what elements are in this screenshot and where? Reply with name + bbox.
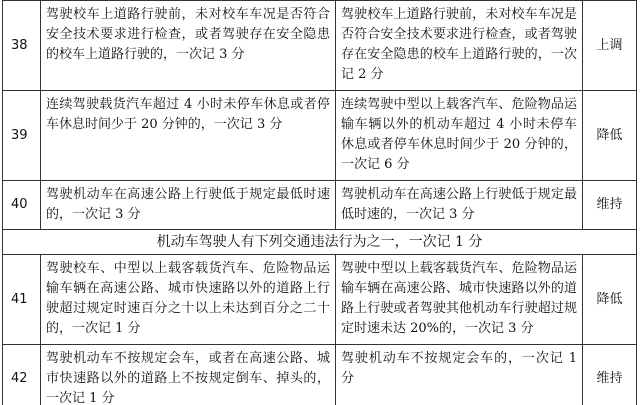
row-number: 39 xyxy=(3,91,41,181)
revised-rule-cell: 驾驶中型以上载客载货汽车、危险物品运输车辆在高速公路、城市快速路以外的道路上行驶或者驾驶其他机动车行驶超过规定时速未达 20%的，一次记 3 分 xyxy=(336,255,583,345)
table-row xyxy=(3,255,637,345)
section-heading: 机动车驾驶人有下列交通违法行为之一，一次记 1 分 xyxy=(3,230,637,255)
row-number: 38 xyxy=(3,1,41,91)
row-number: 41 xyxy=(3,255,41,345)
adjustment-cell: 维持 xyxy=(583,345,637,405)
original-rule-cell: 驾驶机动车不按规定会车，或者在高速公路、城市快速路以外的道路上不按规定倒车、掉头的，一次记 1 分 xyxy=(41,345,336,405)
revised-rule-cell: 驾驶校车上道路行驶前，未对校车车况是否符合安全技术要求进行检查，或者驾驶存在安全隐患的校车上道路行驶的，一次记 2 分 xyxy=(336,1,583,91)
adjustment-cell: 维持 xyxy=(583,181,637,230)
original-rule-cell: 驾驶校车上道路行驶前，未对校车车况是否符合安全技术要求进行检查，或者驾驶存在安全隐患的校车上道路行驶的，一次记 3 分 xyxy=(41,1,336,91)
section-heading-row xyxy=(3,230,637,255)
row-number: 40 xyxy=(3,181,41,230)
original-rule-cell: 连续驾驶载货汽车超过 4 小时未停车休息或者停车休息时间少于 20 分钟的，一次记 3 分 xyxy=(41,91,336,181)
table-row xyxy=(3,91,637,181)
adjustment-cell: 上调 xyxy=(583,1,637,91)
revised-rule-cell: 连续驾驶中型以上载客汽车、危险物品运输车辆以外的机动车超过 4 小时未停车休息或者停车休息时间少于 20 分钟的，一次记 6 分 xyxy=(336,91,583,181)
row-number: 42 xyxy=(3,345,41,405)
table-row xyxy=(3,1,637,91)
revised-rule-cell: 驾驶机动车不按规定会车的，一次记 1 分 xyxy=(336,345,583,405)
original-rule-cell: 驾驶机动车在高速公路上行驶低于规定最低时速的，一次记 3 分 xyxy=(41,181,336,230)
table-row xyxy=(3,345,637,405)
adjustment-cell: 降低 xyxy=(583,91,637,181)
original-rule-cell: 驾驶校车、中型以上载客载货汽车、危险物品运输车辆在高速公路、城市快速路以外的道路上行驶超过规定时速百分之十以上未达到百分之二十的，一次记 1 分 xyxy=(41,255,336,345)
adjustment-cell: 降低 xyxy=(583,255,637,345)
demerit-points-table xyxy=(2,0,637,405)
table-row xyxy=(3,181,637,230)
revised-rule-cell: 驾驶机动车在高速公路上行驶低于规定最低时速的，一次记 3 分 xyxy=(336,181,583,230)
